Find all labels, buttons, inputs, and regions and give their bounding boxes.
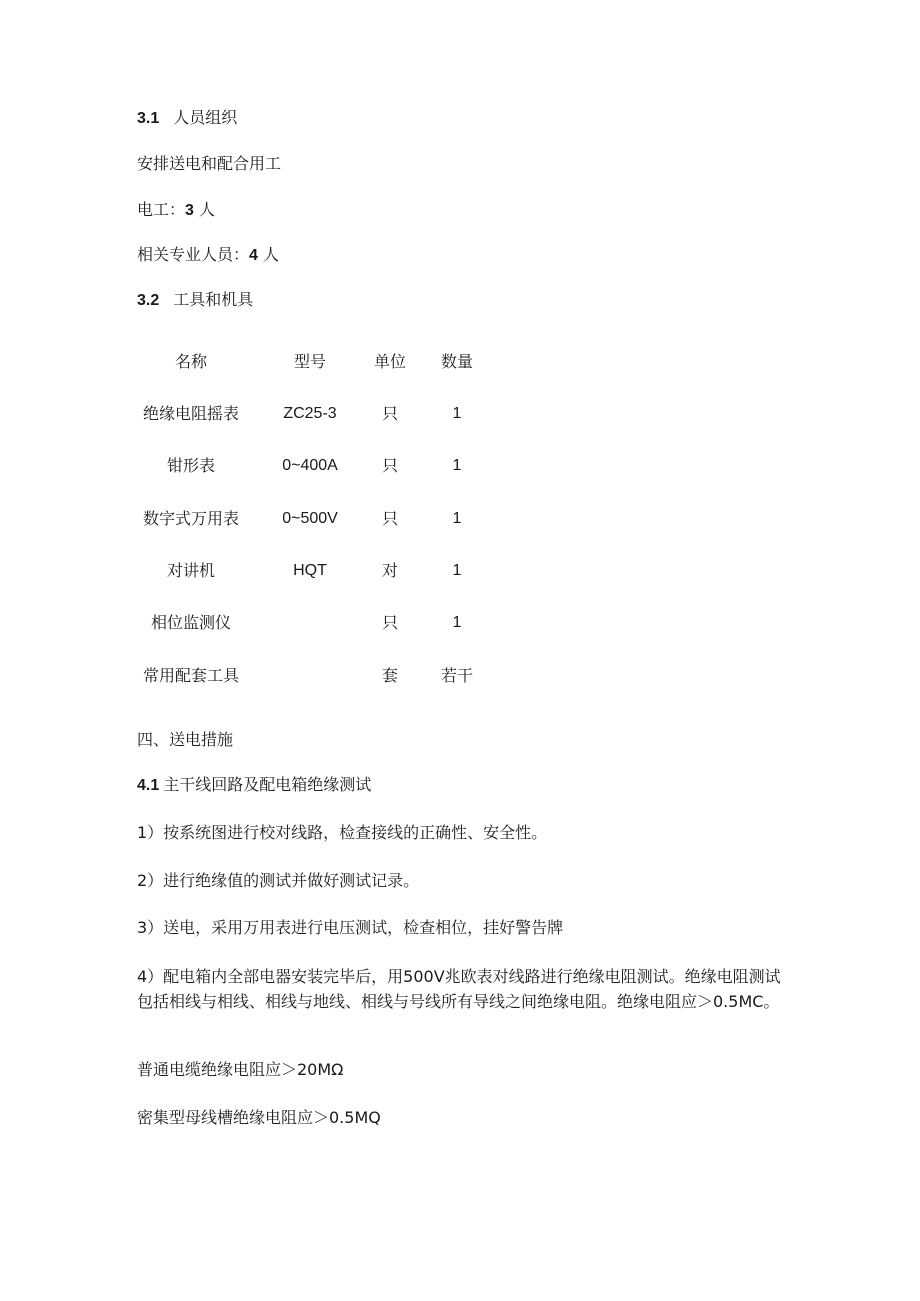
cell-qty: 1 bbox=[452, 457, 462, 474]
electrician-unit: 人 bbox=[199, 200, 216, 219]
related-label: 相关专业人员： bbox=[137, 245, 250, 264]
cell-unit: 只 bbox=[381, 404, 399, 423]
cell-unit: 对 bbox=[381, 561, 399, 580]
cell-name: 钳形表 bbox=[166, 456, 216, 475]
cell-name: 绝缘电阻摇表 bbox=[142, 404, 240, 423]
electrician-label: 电工： bbox=[137, 200, 186, 219]
header-qty: 数量 bbox=[440, 352, 474, 371]
section-number: 3.1 bbox=[137, 110, 160, 127]
cell-qty: 1 bbox=[452, 614, 462, 631]
table-row bbox=[0, 611, 920, 635]
electrician-count: 3 bbox=[185, 202, 194, 219]
list-item: 4）配电箱内全部电器安装完毕后，用500V兆欧表对线路进行绝缘电阻测试。绝缘电阻测试包括相线与相线、相线与地线、相线与号线所有导线之间绝缘电阻。绝缘电阻应＞0.5MC。 bbox=[137, 967, 781, 1011]
header-model: 型号 bbox=[293, 352, 327, 371]
cell-unit: 只 bbox=[381, 456, 399, 475]
staff-intro: 安排送电和配合用工 bbox=[137, 154, 282, 173]
cell-qty: 1 bbox=[452, 510, 462, 527]
list-item: 1）按系统图进行校对线路，检查接线的正确性、安全性。 bbox=[137, 823, 548, 842]
section-4-heading: 四、送电措施 bbox=[137, 730, 234, 749]
table-row bbox=[0, 402, 920, 426]
table-row bbox=[0, 454, 920, 478]
cell-name: 常用配套工具 bbox=[142, 666, 240, 685]
header-name: 名称 bbox=[174, 352, 208, 371]
header-unit: 单位 bbox=[373, 352, 407, 371]
section-number: 4.1 bbox=[137, 777, 160, 794]
table-row bbox=[0, 559, 920, 583]
table-row bbox=[0, 664, 920, 688]
table-header-row bbox=[0, 350, 920, 374]
related-unit: 人 bbox=[263, 245, 280, 264]
section-title: 主干线回路及配电箱绝缘测试 bbox=[163, 775, 372, 794]
related-staff-line bbox=[137, 245, 279, 266]
cell-qty: 1 bbox=[452, 562, 462, 579]
section-title: 工具和机具 bbox=[173, 290, 254, 309]
cable-requirement: 普通电缆绝缘电阻应＞20MΩ bbox=[137, 1060, 344, 1079]
section-3-2-heading bbox=[137, 290, 253, 311]
section-title: 人员组织 bbox=[173, 108, 238, 127]
list-item: 3）送电，采用万用表进行电压测试，检查相位，挂好警告牌 bbox=[137, 918, 564, 937]
cell-model: 0~500V bbox=[282, 510, 338, 527]
section-number: 3.2 bbox=[137, 292, 160, 309]
section-4-1-heading bbox=[137, 775, 371, 796]
related-count: 4 bbox=[249, 247, 258, 264]
cell-unit: 套 bbox=[381, 666, 399, 685]
list-item: 2）进行绝缘值的测试并做好测试记录。 bbox=[137, 871, 420, 890]
electrician-line bbox=[137, 200, 215, 221]
cell-name: 数字式万用表 bbox=[142, 509, 240, 528]
cell-qty: 若干 bbox=[440, 666, 474, 685]
cell-unit: 只 bbox=[381, 613, 399, 632]
cell-name: 对讲机 bbox=[166, 561, 216, 580]
cell-qty: 1 bbox=[452, 405, 462, 422]
cell-model: HQT bbox=[293, 562, 327, 579]
section-3-1-heading bbox=[137, 108, 237, 129]
cell-model: 0~400A bbox=[282, 457, 338, 474]
table-row bbox=[0, 507, 920, 531]
busway-requirement: 密集型母线槽绝缘电阻应＞0.5MQ bbox=[137, 1108, 381, 1127]
cell-model: ZC25-3 bbox=[283, 405, 337, 422]
cell-unit: 只 bbox=[381, 509, 399, 528]
cell-name: 相位监测仪 bbox=[150, 613, 232, 632]
